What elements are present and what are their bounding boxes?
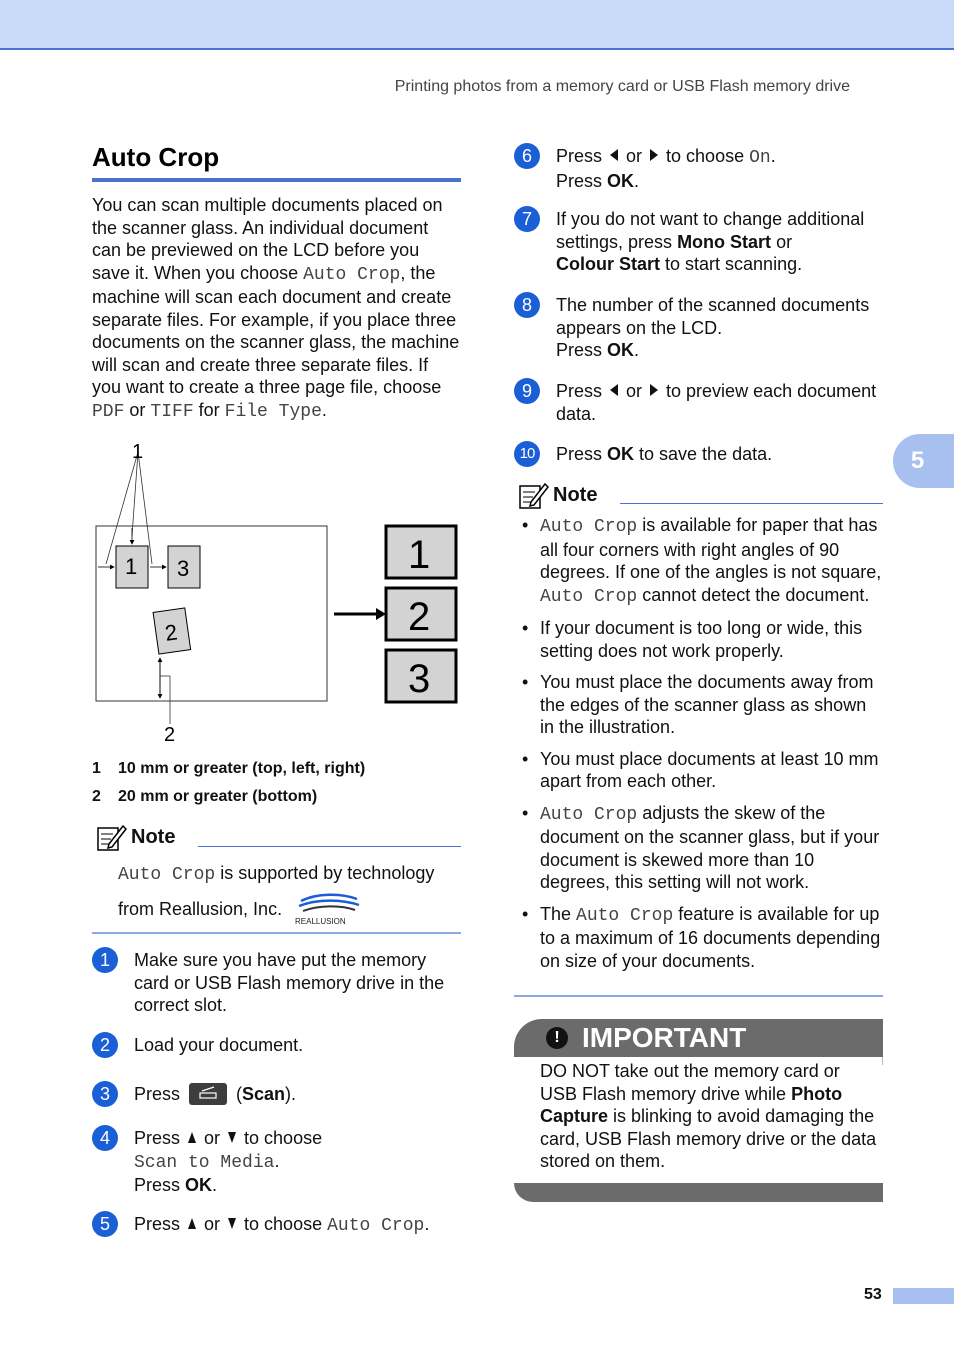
page-number: 53 xyxy=(864,1286,882,1303)
top-band xyxy=(0,0,954,50)
document-2-label: 2 xyxy=(163,619,180,646)
left-arrow-icon xyxy=(610,149,618,161)
step-badge: 1 xyxy=(92,947,118,973)
note-line-2 xyxy=(620,503,883,504)
note-pencil-icon xyxy=(95,822,127,852)
scan-button-icon xyxy=(189,1083,227,1105)
caption-1: 1 10 mm or greater (top, left, right) xyxy=(92,760,366,777)
step-5: 5 Press or to choose Auto Crop. xyxy=(134,1213,464,1238)
chapter-tab: 5 xyxy=(893,434,954,488)
step-1: 1 Make sure you have put the memory card or USB Flash memory drive in the correct slot. xyxy=(134,949,464,1017)
document-3-label: 3 xyxy=(177,556,190,581)
note-line-1 xyxy=(198,846,461,847)
caption-2: 2 20 mm or greater (bottom) xyxy=(92,788,318,805)
step-badge: 4 xyxy=(92,1125,118,1151)
up-arrow-icon xyxy=(188,1132,196,1143)
output-2-label: 2 xyxy=(408,595,431,639)
right-arrow-icon xyxy=(650,149,658,161)
up-arrow-icon xyxy=(188,1218,196,1229)
exclamation-icon: ! xyxy=(546,1027,568,1049)
step-6: 6 Press or to choose On. Press OK. xyxy=(556,145,886,192)
list-item: • You must place the documents away from the edges of the scanner glass as shown in the illustration. xyxy=(540,671,885,739)
step-9: 9 Press or to preview each document data. xyxy=(556,380,886,425)
note-pencil-icon xyxy=(517,480,549,510)
list-item: • Auto Crop is available for paper that has all four corners with right angles of 90 degrees. If one of the angles is not square, Auto Crop cannot detect the document. xyxy=(540,514,885,608)
step-3: 3 Press (Scan). xyxy=(134,1083,464,1106)
step-badge: 8 xyxy=(514,292,540,318)
important-text: DO NOT take out the memory card or USB Flash memory drive while Photo Capture is blinking to avoid damaging the card, USB Flash memory drive or the data stored on them. xyxy=(540,1061,877,1171)
step-10: 10 Press OK to save the data. xyxy=(556,443,886,466)
step-badge: 3 xyxy=(92,1081,118,1107)
step-badge: 6 xyxy=(514,143,540,169)
running-head: Printing photos from a memory card or USB Flash memory drive xyxy=(394,78,850,95)
output-3-label: 3 xyxy=(408,657,431,701)
intro-paragraph: You can scan multiple documents placed on the scanner glass. An individual document can be previewed on the LCD before you save it. When you choose Auto Crop, the machine will scan each document and create separate files. For example, if you place three documents on the scanner glass, the machine will scan and create three separate files. If you want to create a three page file, choose PDF or TIFF for File Type. xyxy=(92,195,460,422)
down-arrow-icon xyxy=(228,1218,236,1229)
svg-text:REALLUSION: REALLUSION xyxy=(295,917,346,927)
important-footer-bar xyxy=(514,1183,883,1202)
important-heading: ! IMPORTANT xyxy=(514,1019,883,1057)
down-arrow-icon xyxy=(228,1132,236,1143)
step-7: 7 If you do not want to change additional settings, press Mono Start or Colour Start to start scanning. xyxy=(556,208,886,276)
note-2-bottom-rule xyxy=(514,995,883,997)
important-edge xyxy=(882,1057,883,1065)
step-badge: 9 xyxy=(514,378,540,404)
left-arrow-icon xyxy=(610,384,618,396)
list-item: • The Auto Crop feature is available for up to a maximum of 16 documents depending on size of your documents. xyxy=(540,903,885,973)
step-badge: 10 xyxy=(514,441,540,467)
step-4: 4 Press or to choose Scan to Media. Press OK. xyxy=(134,1127,464,1197)
note-1-text: Auto Crop is supported by technology from Reallusion, Inc. REALLUSION xyxy=(118,863,435,927)
note-2-list xyxy=(540,514,885,981)
note-1-bottom-rule xyxy=(92,932,461,934)
note-heading-1: Note xyxy=(95,822,175,852)
reallusion-logo xyxy=(293,893,365,927)
list-item: • You must place documents at least 10 mm apart from each other. xyxy=(540,748,885,793)
step-badge: 2 xyxy=(92,1032,118,1058)
note-heading-2: Note xyxy=(517,480,597,510)
title-rule xyxy=(92,178,461,182)
right-arrow-icon xyxy=(650,384,658,396)
callout-2: 2 xyxy=(164,724,176,746)
list-item: • If your document is too long or wide, this setting does not work properly. xyxy=(540,617,885,662)
step-badge: 7 xyxy=(514,206,540,232)
section-title: Auto Crop xyxy=(92,142,220,172)
auto-crop-illustration xyxy=(92,436,472,748)
step-8: 8 The number of the scanned documents appears on the LCD. Press OK. xyxy=(556,294,886,362)
output-1-label: 1 xyxy=(408,533,431,577)
page-number-bar xyxy=(893,1288,954,1304)
step-badge: 5 xyxy=(92,1211,118,1237)
step-2: 2 Load your document. xyxy=(134,1034,464,1057)
list-item: • Auto Crop adjusts the skew of the document on the scanner glass, but if your document is skewed more than 10 degrees, this setting will not work. xyxy=(540,802,885,894)
document-1-label: 1 xyxy=(125,554,138,579)
callout-1: 1 xyxy=(132,441,144,463)
